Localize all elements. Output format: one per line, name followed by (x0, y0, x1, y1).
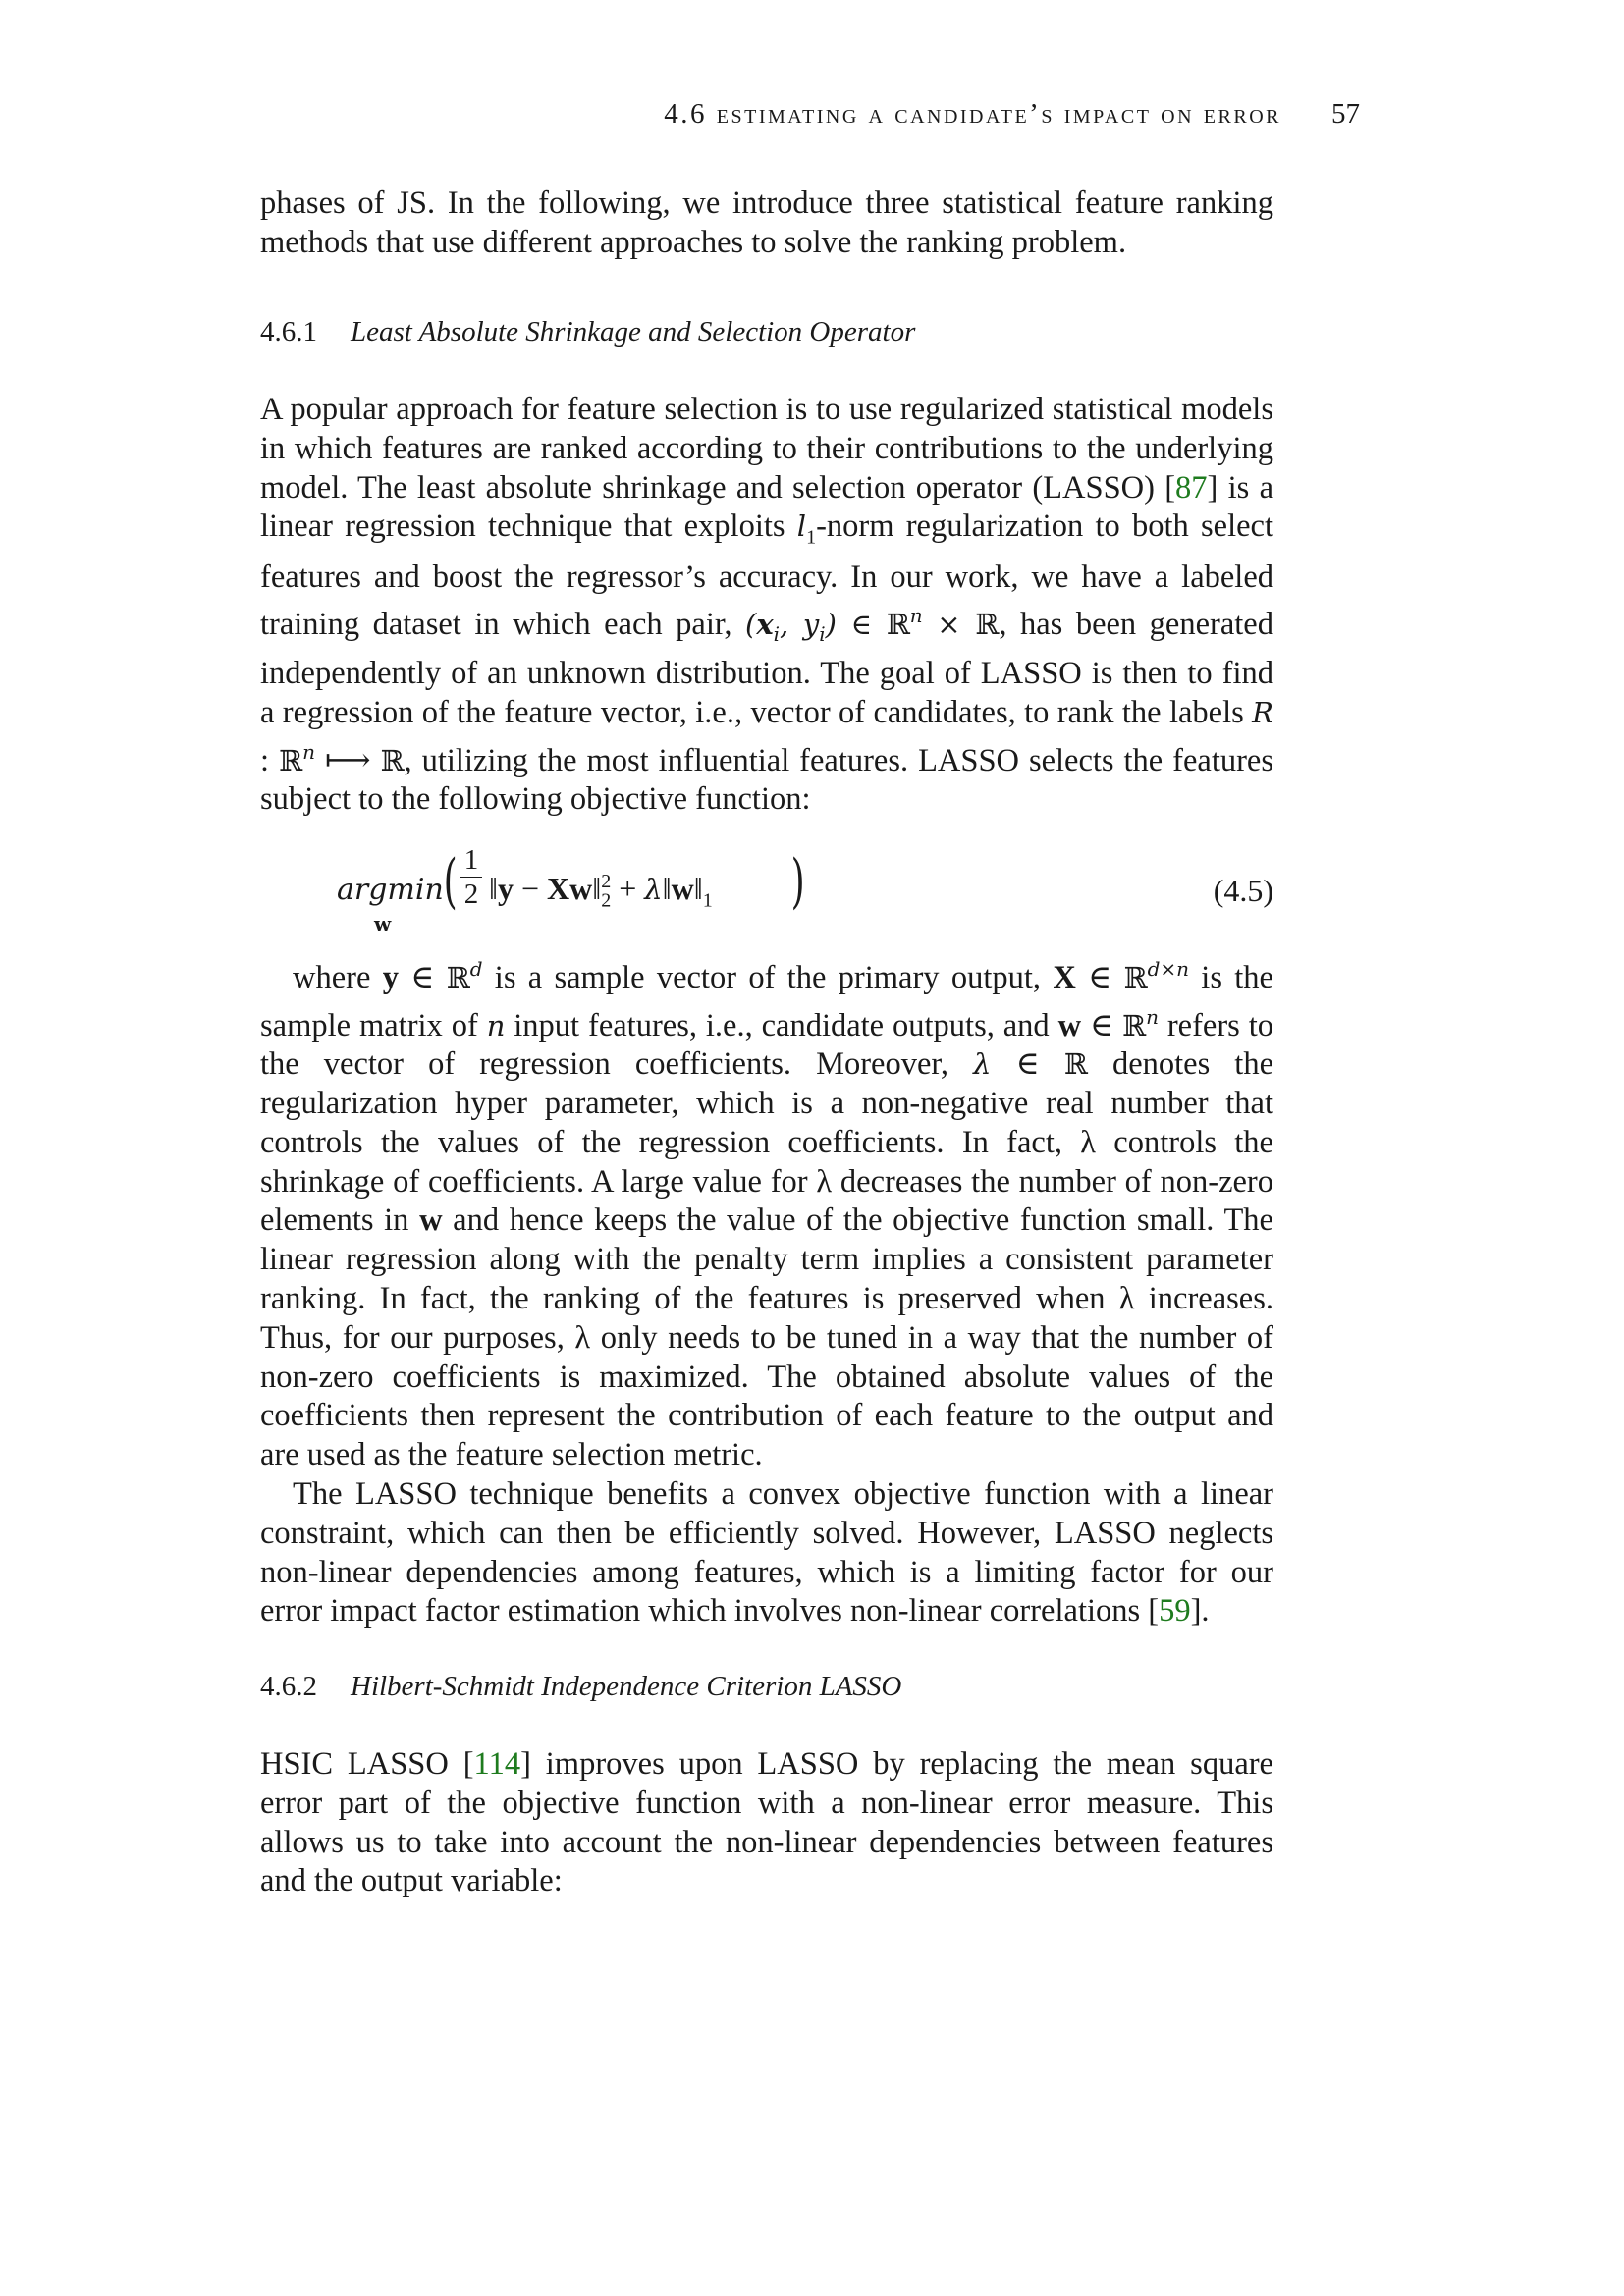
intro-paragraph: phases of JS. In the following, we introduce three statistical feature ranking methods that use different approaches to solve the ranking problem. (260, 186, 1273, 260)
section-title: Least Absolute Shrinkage and Selection Operator (351, 316, 916, 347)
explanation-paragraph: where y ∈ ℝ$^d$ is a sample vector of the primary output, X ∈ ℝ$^{d\times n}$ is the sample matrix of n input features, i.e., candidate outputs, and w ∈ ℝ$^n$ refers to the vector of regression coefficients. Moreover, λ ∈ ℝ denotes the regularization hyper parameter, which is a non-negative real number that controls the values of the regression coefficients. In fact, λ controls the shrinkage of coefficients. A large value for λ decreases the number of non-zero elements in w and hence keeps the value of the objective function small. The linear regression along with the penalty term implies a consistent parameter ranking. In fact, the ranking of the features is preserved when λ increases. Thus, for our purposes, λ only needs to be tuned in a way that the number of non-zero coefficients is maximized. The obtained absolute values of the coefficients then represent the contribution of each feature to the output and are used as the feature selection metric. The LASSO technique benefits a convex objective function with a linear constraint, which can then be efficiently solved. However, LASSO neglects non-linear dependencies among features, which is a limiting factor for our error impact factor estimation which involves non-linear correlations [59]. (260, 957, 1274, 1629)
running-header-title: 4.6 estimating a candidate’s impact on error (664, 98, 1281, 130)
lasso-paragraph: A popular approach for feature selection is to use regularized statistical models in which features are ranked according to their contributions to the underlying model. The least absolute shrinkage and selection operator (LASSO) [87] is a linear regression technique that exploits $l_1$-norm regularization to both select features and boost the regressor’s accuracy. In our work, we have a labeled training dataset in which each pair, ($x_i$, $y_i$) ∈ ℝ$^n$ × ℝ, has been generated independently of an unknown distribution. The goal of LASSO is then to find a regression of the feature vector, i.e., vector of candidates, to rank the labels R : ℝ$^n$ ⟼ ℝ, utilizing the most influential features. LASSO selects the features subject to the following objective function: (260, 392, 1274, 818)
citation-link[interactable]: 114 (473, 1746, 521, 1782)
section-heading-4-6-1: 4.6.1 Least Absolute Shrinkage and Selection Operator (260, 316, 916, 347)
citation-link[interactable]: 87 (1175, 469, 1208, 506)
page-number: 57 (1331, 98, 1360, 130)
section-heading-4-6-2: 4.6.2 Hilbert-Schmidt Independence Criterion LASSO (260, 1671, 902, 1702)
equation-4-5: argmin w ( 1 2 ‖y − $Xw‖_2^2$ + $\lambda‖w‖_1$ ) (4.5) (337, 844, 1273, 935)
equation-number: (4.5) (1213, 873, 1273, 908)
hsic-paragraph: HSIC LASSO [114] improves upon LASSO by replacing the mean square error part of the objective function with a non-linear error measure. This allows us to take into account the non-linear dependencies between features and the output variable: (260, 1746, 1273, 1899)
running-header (260, 90, 1360, 130)
citation-link[interactable]: 59 (1159, 1593, 1191, 1629)
section-title: Hilbert-Schmidt Independence Criterion LASSO (351, 1671, 902, 1702)
